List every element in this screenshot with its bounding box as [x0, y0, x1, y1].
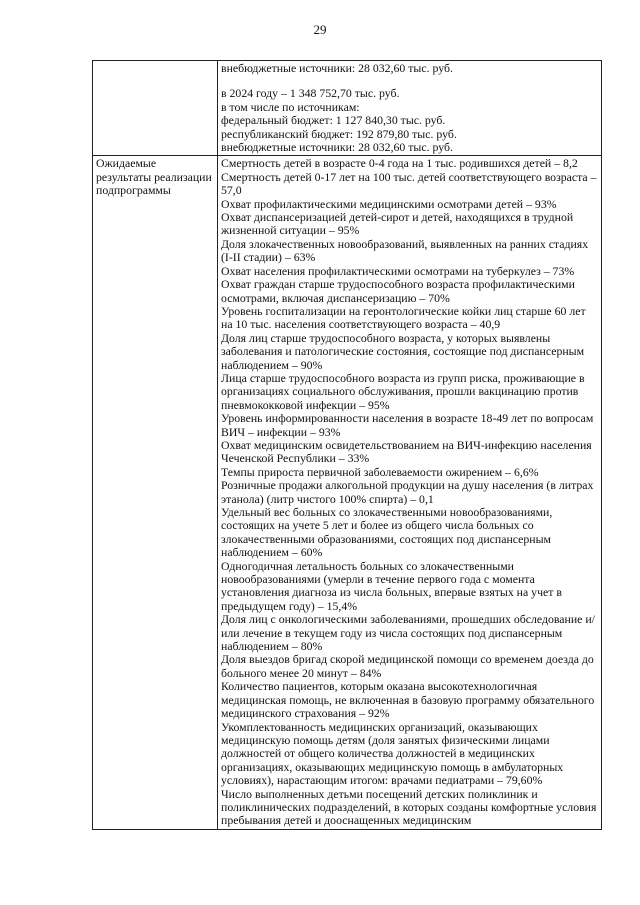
- funding-line: в том числе по источникам:: [221, 99, 360, 114]
- result-item: Доля лиц старше трудоспособного возраста, у которых выявлены заболевания и патологические состояния, состоящие под диспансерным наблюдением – 90%: [221, 330, 585, 372]
- result-item: Уровень информированности населения в возрасте 18-49 лет по вопросам ВИЧ – инфекции – 93%: [221, 411, 594, 439]
- result-item: Доля злокачественных новообразований, выявленных на ранних стадиях (I-II стадии) – 63%: [221, 236, 589, 265]
- result-item: Смертность детей в возрасте 0-4 года на 1 тыс. родившихся детей – 8,2: [221, 156, 578, 171]
- expected-results-list: [218, 156, 602, 829]
- result-item: Уровень госпитализации на геронтологические койки лиц старше 60 лет на 10 тыс. населения соответствующего возраста – 40,9: [221, 303, 586, 332]
- result-item: Охват граждан старше трудоспособного возраста профилактическими осмотрами, включая диспансеризацию – 70%: [221, 277, 575, 305]
- result-item: Доля выездов бригад скорой медицинской помощи со временем доезда до больного менее 20 минут – 84%: [221, 652, 594, 680]
- subprogram-table: [92, 60, 602, 830]
- result-item: Охват населения профилактическими осмотрами на туберкулез – 73%: [221, 263, 575, 278]
- funding-label-cell: [93, 61, 218, 156]
- result-item: Розничные продажи алкогольной продукции на душу населения (в литрах этанола) (литр чистого 100% спирта) – 0,1: [221, 478, 594, 506]
- result-item: Охват медицинским освидетельствованием на ВИЧ-инфекцию населения Чеченской Республики – 33%: [221, 437, 592, 466]
- result-item: Охват профилактическими медицинскими осмотрами детей – 93%: [221, 196, 557, 211]
- result-item: Охват диспансеризацией детей-сирот и детей, находящихся в трудной жизненной ситуации – 95%: [221, 210, 574, 238]
- result-item: Количество пациентов, которым оказана высокотехнологичная медицинская помощь, не включенная в базовую программу обязательного медицинского страхования – 92%: [221, 679, 595, 721]
- funding-line: федеральный бюджет: 1 127 840,30 тыс. руб.: [221, 113, 446, 128]
- result-item: Лица старше трудоспособного возраста из групп риска, проживающие в организациях социального обслуживания, прошли вакцинацию против пневмококковой инфекции – 95%: [221, 370, 585, 412]
- result-item: Удельный вес больных со злокачественными новообразованиями, состоящих на учете 5 лет и более из общего числа больных со злокачественными образованиями, состоящих под диспансерным наблюдением – 60%: [221, 505, 553, 560]
- expected-results-label: Ожидаемые результаты реализации подпрограммы: [93, 156, 218, 829]
- funding-line: республиканский бюджет: 192 879,80 тыс. руб.: [221, 126, 457, 141]
- funding-line: внебюджетные источники: 28 032,60 тыс. руб.: [221, 140, 453, 155]
- result-item: Одногодичная летальность больных со злокачественными новообразованиями (умерли в течение первого года с момента установления диагноза из числа больных, впервые взятых на учет в предыдущем году) – 15,4%: [221, 558, 562, 613]
- expected-results-row: [93, 156, 602, 829]
- result-item: Темпы прироста первичной заболеваемости ожирением – 6,6%: [221, 464, 539, 479]
- result-item: Доля лиц с онкологическими заболеваниями, прошедших обследование и/или лечение в текущем году из числа состоящих под диспансерным наблюдением – 80%: [221, 612, 595, 654]
- result-item: Число выполненных детьми посещений детских поликлиник и поликлинических подразделений, в которых созданы комфортные условия пребывания детей и дооснащенных медицинским: [221, 786, 597, 828]
- result-item: Укомплектованность медицинских организаций, оказывающих медицинскую помощь детям (доля занятых физическими лицами должностей от общего количества должностей в медицинских организациях, оказывающих медицинскую помощь в амбулаторных условиях), нарастающим итогом: врачами педиатрами – 79,60%: [221, 719, 564, 788]
- funding-line: внебюджетные источники: 28 032,60 тыс. руб.: [221, 61, 453, 75]
- result-item: Смертность детей 0-17 лет на 100 тыс. детей соответствующего возраста – 57,0: [221, 169, 597, 198]
- funding-line: в 2024 году – 1 348 752,70 тыс. руб.: [221, 86, 400, 101]
- funding-values-cell: [218, 61, 602, 156]
- page-number: 29: [313, 22, 327, 37]
- funding-row: [93, 61, 602, 156]
